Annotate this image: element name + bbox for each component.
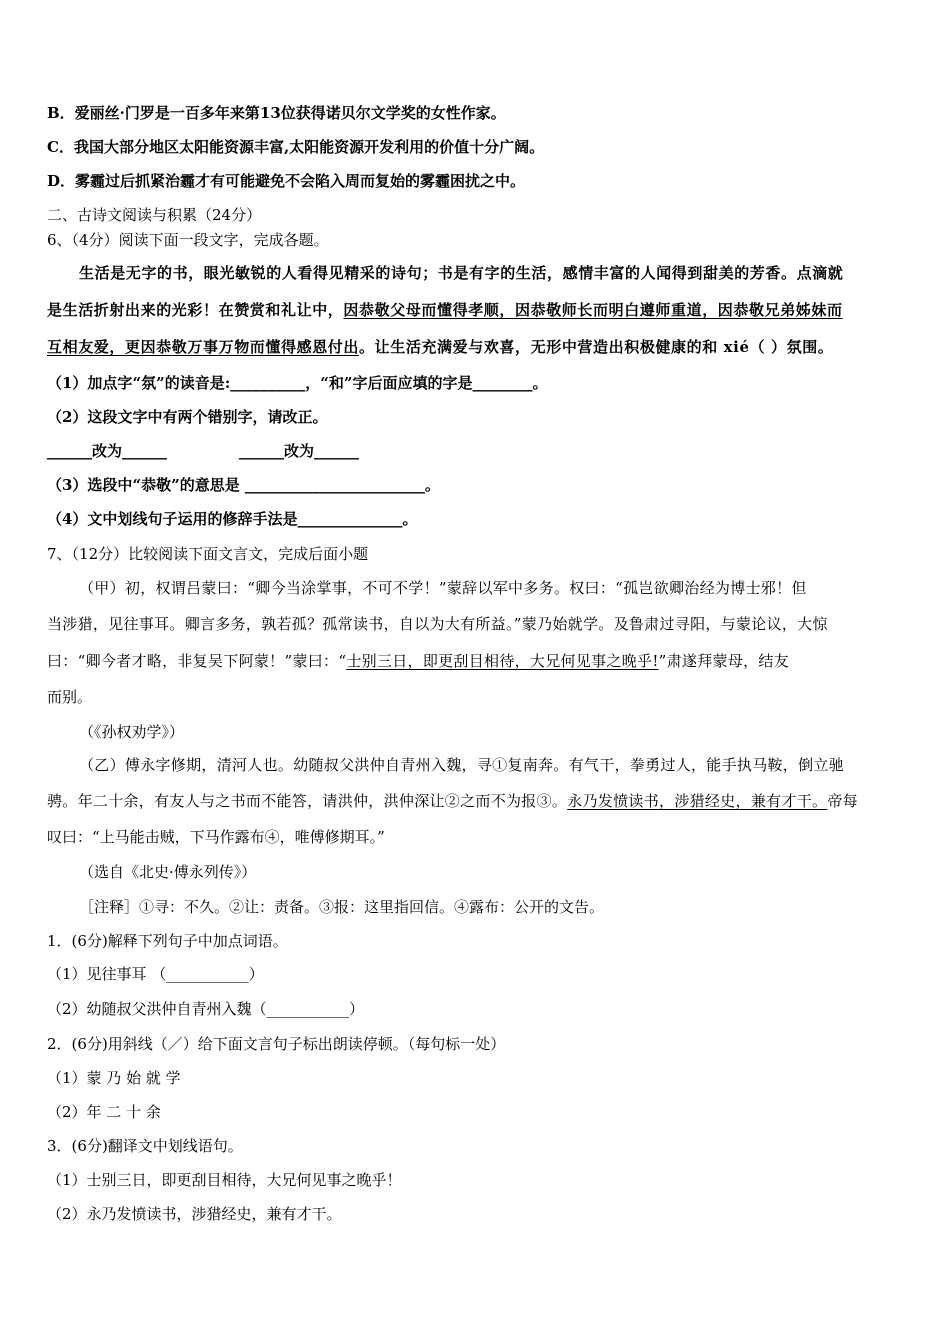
q7-sub1-item1: （1）见往事耳 （___________） xyxy=(47,965,264,983)
q7-sub3-item1: （1）士别三日，即更刮目相待，大兄何见事之晚乎！ xyxy=(47,1171,402,1189)
q7-sub1-item2: （2）幼随叔父洪仲自青州入魏（___________） xyxy=(47,1000,365,1018)
q6-sub1: （1）加点字“氛”的读音是:__________，“和”字后面应填的字是________。 xyxy=(47,374,548,392)
q7-yi-line-1: （乙）傅永字修期，清河人也。幼随叔父洪仲自青州入魏，寻①复南奔。有气干，拳勇过人，能手执马鞍，倒立驰 xyxy=(79,756,845,774)
q7-sub2-item1: （1）蒙 乃 始 就 学 xyxy=(47,1069,181,1087)
q7-sub3: 3．(6分)翻译文中划线语句。 xyxy=(47,1137,243,1155)
q6-sub2-fill-1: ______改为______ xyxy=(47,442,168,460)
q6-sub2-fill-2: ______改为______ xyxy=(239,442,360,460)
q6-sub3: （3）选段中“恭敬”的意思是 ________________________。 xyxy=(47,476,440,494)
q7-sub3-item2: （2）永乃发愤读书，涉猎经史，兼有才干。 xyxy=(47,1205,342,1223)
q7-yi-line-3: 叹曰：“上马能击贼，下马作露布④，唯傅修期耳。” xyxy=(47,828,385,846)
q7-yi-line-2 xyxy=(47,790,858,812)
q7-notes: ［注释］①寻：不久。②让：责备。③报：这里指回信。④露布：公开的文告。 xyxy=(79,898,605,916)
q7-yi-line-2-start: 骋。年二十余，有友人与之书而不能答，请洪仲，洪仲深让②之而不为报③。 xyxy=(47,792,568,810)
q7-jia-source: （《孙权劝学》） xyxy=(79,723,185,741)
q7-sub2-item2: （2）年 二 十 余 xyxy=(47,1103,161,1121)
q6-title: 6、（4分）阅读下面一段文字，完成各题。 xyxy=(47,231,329,249)
q6-underlined-sentence-part1: 因恭敬父母而懂得孝顺，因恭敬师长而明白遵师重道，因恭敬兄弟姊妹而 xyxy=(343,301,843,319)
option-b: B．爱丽丝·门罗是一百多年来第13位获得诺贝尔文学奖的女性作家。 xyxy=(47,104,506,122)
q6-underlined-sentence-part2: 互相友爱，更因恭敬万事万物而懂得感恩付出 xyxy=(47,338,360,356)
q6-sub2: （2）这段文字中有两个错别字，请改正。 xyxy=(47,408,328,426)
q6-para-line-3 xyxy=(47,336,833,358)
q7-yi-source: （选自《北史·傅永列传》） xyxy=(79,863,257,881)
q6-para-line-2 xyxy=(47,299,843,321)
q7-jia-line-3 xyxy=(47,650,789,672)
q7-sub2: 2．(6分)用斜线（／）给下面文言句子标出朗读停顿。（每句标一处） xyxy=(47,1035,506,1053)
q7-jia-line-1: （甲）初，权谓吕蒙曰：“卿今当涂掌事，不可不学！”蒙辞以军中多务。权曰：“孤岂欲卿治经为博士邪！但 xyxy=(79,579,807,597)
q7-yi-underlined-sentence: 永乃发愤读书，涉猎经史，兼有才干。 xyxy=(567,792,828,810)
q7-sub1: 1．(6分)解释下列句子中加点词语。 xyxy=(47,932,288,950)
q7-title: 7、（12分）比较阅读下面文言文，完成后面小题 xyxy=(47,545,369,563)
q7-jia-line-2: 当涉猎，见往事耳。卿言多务，孰若孤？孤常读书，自以为大有所益。”蒙乃始就学。及鲁肃过寻阳，与蒙论议，大惊 xyxy=(47,615,828,633)
q7-jia-line-3-end: ”肃遂拜蒙母，结友 xyxy=(658,652,790,670)
q6-para-line-3-plain: 。让生活充满爱与欢喜，无形中营造出积极健康的和 xié（ ）氛围。 xyxy=(359,338,834,356)
q6-para-line-1: 生活是无字的书，眼光敏锐的人看得见精采的诗句；书是有字的生活，感情丰富的人闻得到甜美的芳香。点滴就 xyxy=(79,264,844,282)
q7-yi-line-2-end: 帝每 xyxy=(827,792,858,810)
q6-sub4: （4）文中划线句子运用的修辞手法是______________。 xyxy=(47,510,418,528)
q7-jia-line-4: 而别。 xyxy=(47,688,93,706)
q7-jia-underlined-sentence: 士别三日，即更刮目相待，大兄何见事之晚乎! xyxy=(346,652,659,670)
option-d: D．雾霾过后抓紧治霾才有可能避免不会陷入周而复始的雾霾困扰之中。 xyxy=(47,172,526,190)
q7-jia-line-3-start: 曰：“卿今者才略，非复吴下阿蒙！”蒙曰：“ xyxy=(47,652,347,670)
q6-para-line-2-plain: 是生活折射出来的光彩！在赞赏和礼让中， xyxy=(47,301,344,319)
section-heading: 二、古诗文阅读与积累（24分） xyxy=(47,206,262,224)
option-c: C．我国大部分地区太阳能资源丰富,太阳能资源开发利用的价值十分广阔。 xyxy=(47,138,545,156)
